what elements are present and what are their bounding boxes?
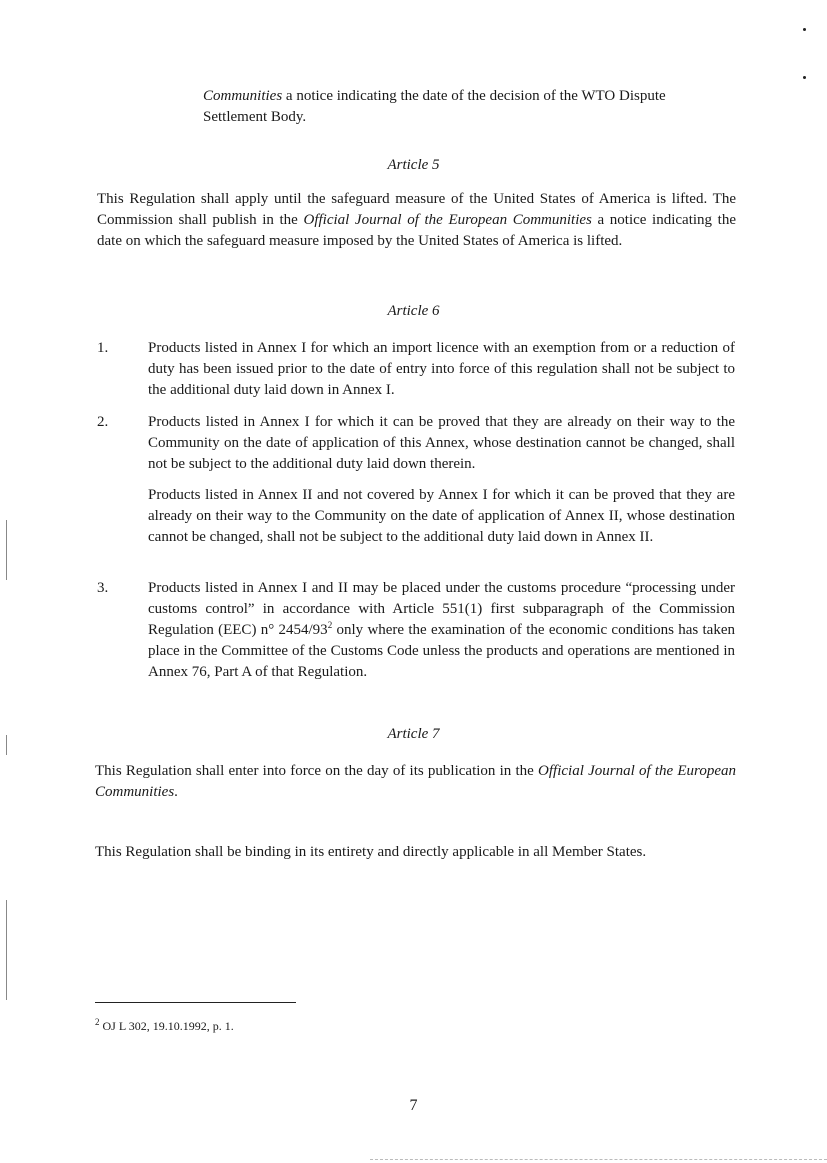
item-number: 1. bbox=[97, 340, 109, 356]
footnote bbox=[95, 1018, 234, 1034]
article-6-item-3-text: Products listed in Annex I and II may be placed under the customs procedure “processing under customs control” in accordance with Article 551(1) first subparagraph of the Commission Regulation (EEC) n° 2454/93 bbox=[148, 580, 735, 638]
article-5-heading: Article 5 bbox=[387, 157, 440, 173]
item-number: 2. bbox=[97, 414, 109, 430]
article-6-heading: Article 6 bbox=[387, 303, 440, 319]
article-5-paragraph bbox=[97, 189, 736, 252]
footnote-marker: 2 bbox=[95, 1017, 100, 1027]
continuation-line2: Settlement Body. bbox=[203, 109, 307, 125]
article-7-italic: Official Journal of the European Communities bbox=[95, 763, 736, 800]
article-7-text: This Regulation shall enter into force on the day of its publication in the bbox=[95, 763, 539, 779]
footnote-separator bbox=[95, 1002, 296, 1003]
article-6-item-3-text-end: only where the examination of the economic conditions has taken place in the Committee of the Customs Code unless the products and operations are mentioned in Annex 76, Part A of that Regulation. bbox=[148, 622, 735, 680]
footnote-reference: 2 bbox=[327, 620, 333, 630]
continuation-paragraph bbox=[203, 86, 736, 128]
article-6-item-2-paragraph-2: Products listed in Annex II and not covered by Annex I for which it can be proved that they are already on their way to the Community on the date of application of Annex II, whose destination cannot be changed, shall not be subject to the additional duty laid down in Annex II. bbox=[148, 487, 735, 545]
article-6-item-1: Products listed in Annex I for which an import licence with an exemption from or a reduction of duty has been issued prior to the date of entry into force of this regulation shall not be subject to the additional duty laid down in Annex I. bbox=[148, 340, 735, 398]
continuation-text: a notice indicating the date of the decision of the WTO Dispute bbox=[282, 88, 666, 104]
article-5-text-end: a notice indicating the date on which the safeguard measure imposed by the United States of America is lifted. bbox=[97, 212, 736, 249]
scan-bottom-line bbox=[370, 1159, 827, 1160]
article-7-text-end: . bbox=[174, 784, 178, 800]
article-7-heading: Article 7 bbox=[387, 726, 440, 742]
article-6-item-3 bbox=[148, 578, 735, 683]
continuation-italic: Communities bbox=[203, 88, 283, 104]
scan-edge-mark bbox=[6, 520, 7, 580]
page-number: 7 bbox=[409, 1097, 418, 1114]
scan-edge-mark bbox=[6, 900, 7, 1000]
item-number: 3. bbox=[97, 580, 109, 596]
article-7-paragraph bbox=[95, 761, 736, 803]
binding-clause: This Regulation shall be binding in its entirety and directly applicable in all Member States. bbox=[95, 844, 647, 860]
footnote-text: OJ L 302, 19.10.1992, p. 1. bbox=[99, 1019, 234, 1033]
article-5-italic: Official Journal of the European Communities bbox=[303, 212, 592, 228]
article-6-item-2: Products listed in Annex I for which it can be proved that they are already on their way to the Community on the date of application of this Annex, whose destination cannot be changed, shall not be subject to the additional duty laid down therein. bbox=[148, 414, 735, 472]
scan-dot bbox=[803, 28, 806, 31]
scan-dot bbox=[803, 76, 806, 79]
article-5-text: This Regulation shall apply until the safeguard measure of the United States of America is lifted. The Commission shall publish in the bbox=[97, 191, 736, 228]
